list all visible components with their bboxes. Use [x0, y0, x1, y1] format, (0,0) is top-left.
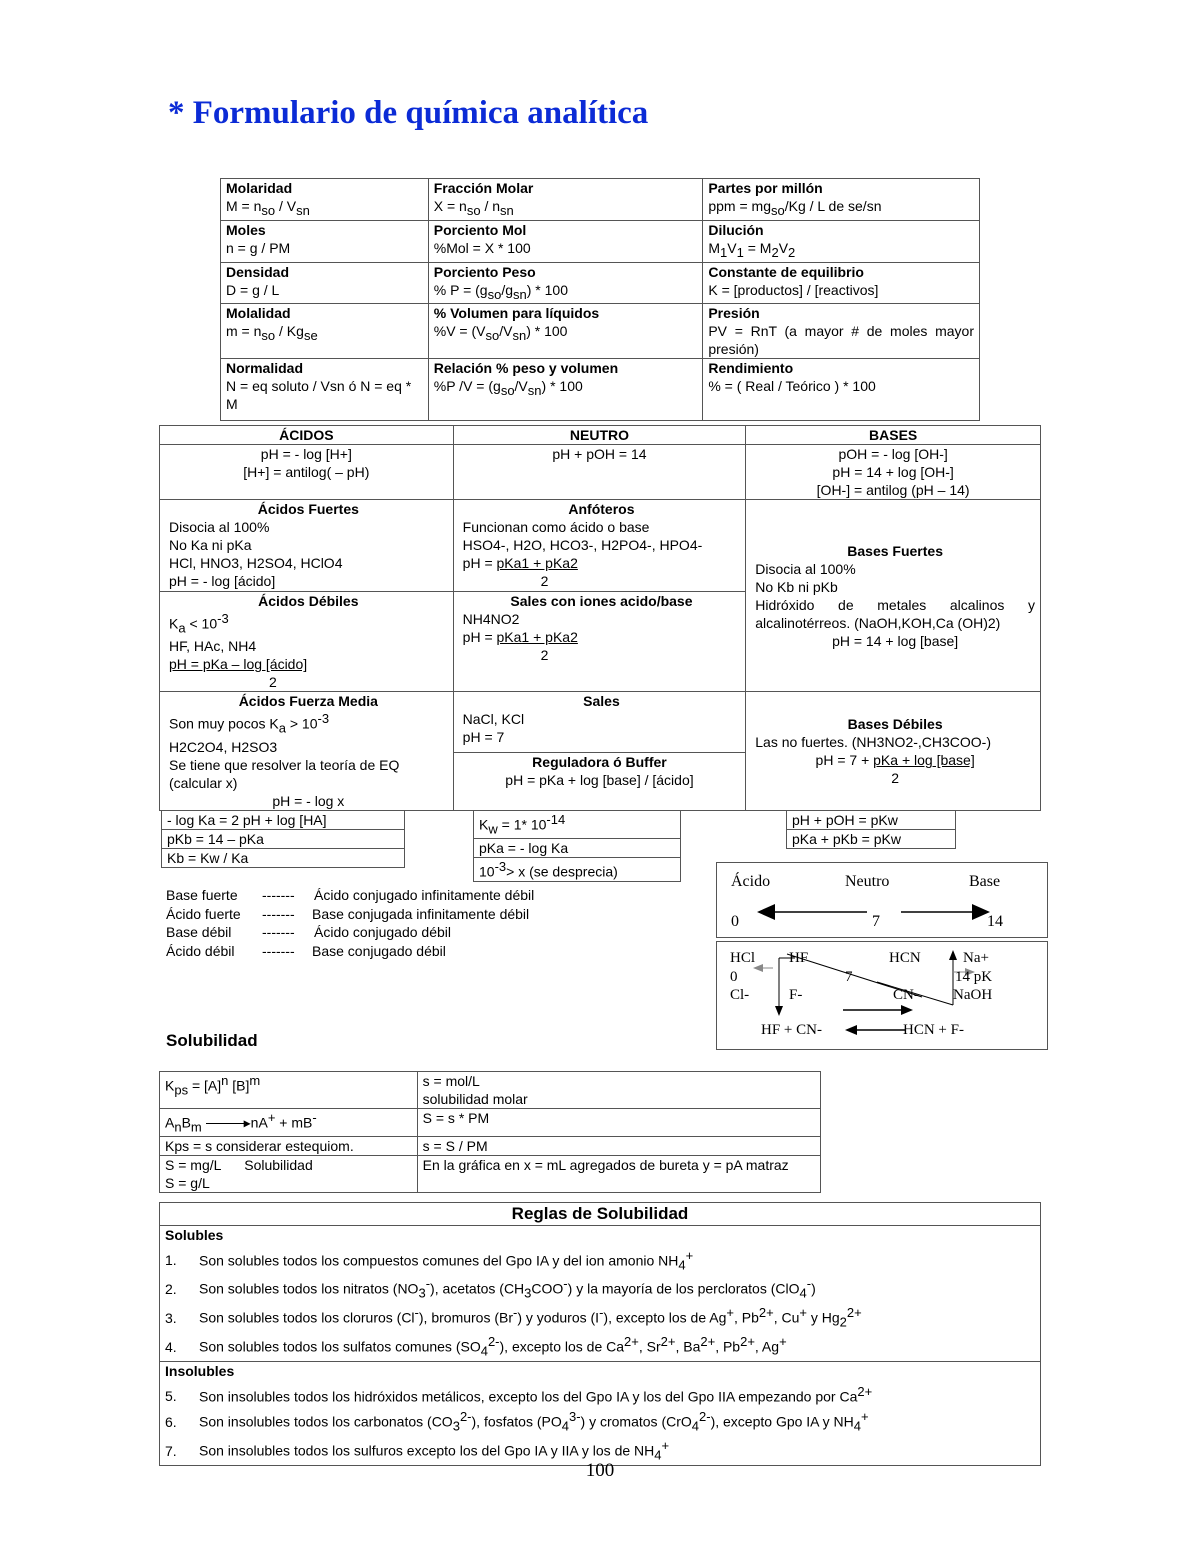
hf-label: HF	[789, 950, 809, 966]
rule-item: 4. Son solubles todos los sulfatos comunes $(SO_4^{2-})$, excepto los de $Ca^{2+}$, $Sr^{2+}$, $Ba^{2+}$, $Pb^{2+}$, Ag+	[165, 1334, 787, 1359]
neutro-ph-formula: pH + pOH = 14	[453, 445, 746, 500]
cl-label: Cl-	[730, 987, 750, 1003]
dilucion-cell: Dilución $M_1V_1 = M_2V_2$	[703, 220, 980, 262]
solubilidad-heading: Solubilidad	[166, 1031, 258, 1050]
conjugate-pair: Base débil ------- Ácido conjugado débil	[166, 924, 451, 940]
kw-relation-row: $K_w = 1*$ $10^{-14}$	[474, 811, 681, 839]
rule-item: 1. Son solubles todos los compuestos comunes del Gpo IA y del ion amonio $NH_4^+$	[165, 1247, 694, 1272]
page-number: 100	[585, 1460, 615, 1481]
solubilidad-table	[159, 1071, 821, 1193]
densidad-cell: Densidad D = g / L	[221, 262, 429, 304]
ph-seven-label: 7	[872, 913, 880, 930]
acid-base-reaction-diagram	[716, 941, 1048, 1050]
bases-poh-formulas: pOH = - log [OH-] pH = 14 + log [OH-] [OH-] = antilog (pH – 14)	[746, 445, 1041, 500]
kw-relations-table	[473, 810, 681, 882]
ph-fourteen-label: 14	[987, 913, 1003, 930]
rule-item: 6. Son insolubles todos los carbonatos $(CO_3^{2-})$, fosfatos $(PO_4^{3-})$ y cromatos (CrO$_4^{2-}$), excepto Gpo IA y $NH_4^+$	[165, 1408, 869, 1434]
s-times-pm-cell: S = s * PM	[417, 1109, 820, 1137]
fraccion-molar-cell: Fracción Molar $X = n_{so} / n_{sn}$	[428, 179, 703, 221]
page-title: * Formulario de química analítica	[168, 95, 649, 131]
constante-equilibrio-cell: Constante de equilibrio K = [productos] / [reactivos]	[703, 262, 980, 304]
kw-relation-row: pKa = - log Ka	[474, 839, 681, 858]
molalidad-cell: Molalidad $m = n_{so} / Kg_{se}$	[221, 304, 429, 359]
zero-label: 0	[730, 969, 738, 985]
solubility-units-cell: S = mg/L Solubilidad S = g/L	[160, 1156, 418, 1193]
ka-relation-row: - log Ka = 2 pH + log [HA]	[162, 811, 405, 830]
bases-debiles-cell: Bases Débiles Las no fuertes. (NH3NO2-,CH3COO-) pH = 7 + pKa + log [base] 2	[746, 692, 1041, 810]
acidos-ph-formulas: pH = - log [H+] [H+] = antilog( – pH)	[160, 445, 454, 500]
conjugate-pair: Ácido fuerte ------- Base conjugada infinitamente débil	[166, 905, 530, 922]
ka-relation-row: pKb = 14 – pKa	[162, 830, 405, 849]
cn-label: CN-	[893, 987, 919, 1003]
rule-item: 3. Son solubles todos los cloruros (Cl-), bromuros (Br-) y yoduros (I-), excepto los de Ag+, $Pb^{2+}$, Cu+ y $Hg_2^{2+}$	[165, 1305, 862, 1330]
seven-label: 7	[845, 969, 853, 985]
naoh-label: NaOH	[953, 987, 993, 1003]
rule-item: 2. Son solubles todos los nitratos $(NO_3^-)$, acetatos $(CH_3COO^-)$ y la mayoría de los percloratos (ClO$_4$-)	[165, 1276, 816, 1301]
molar-solubility-cell: s = mol/L solubilidad molar	[417, 1072, 820, 1109]
neutro-header: NEUTRO	[453, 426, 746, 445]
rule-item: 7. Son insolubles todos los sulfuros excepto los del Gpo IA y IIA y los de $NH_4^+$	[165, 1437, 670, 1463]
ph-zero-label: 0	[731, 913, 739, 930]
ph-scale-diagram	[716, 862, 1048, 938]
hcl-label: HCl	[730, 950, 756, 966]
acidos-header: ÁCIDOS	[160, 426, 454, 445]
presion-cell: Presión PV = RnT (a mayor # de moles mayor presión)	[703, 304, 980, 359]
insolubles-section: Insolubles 5. Son insolubles todos los hidróxidos metálicos, excepto los del Gpo IA y los del Gpo IIA empezando por $Ca^{2+}$ 6. Son insolubles todos los carbonatos $(CO_3^{2-})$, fosfatos $(PO_4^{3-})$ y cromatos (CrO$_4^{2-}$), excepto Gpo IA y $NH_4^+$ 7. Son insolubles todos los sulfuros excepto los del Gpo IA y IIA y los de $NH_4^+$	[160, 1362, 1041, 1466]
bases-header: BASES	[746, 426, 1041, 445]
neutral-label: Neutro	[845, 873, 890, 890]
kw-relation-row: $10^{-3}> x$ (se desprecia)	[474, 858, 681, 882]
anfoteros-cell: Anfóteros Funcionan como ácido o base HSO4-, H2O, HCO3-, H2PO4-, HPO4- pH = pKa1 + pKa2 2	[453, 500, 746, 592]
ppm-cell: Partes por millón ppm = $mg_{so}/Kg$ / L de se/sn	[703, 179, 980, 221]
s-over-pm-cell: s = S / PM	[417, 1137, 820, 1156]
rule-item: 5. Son insolubles todos los hidróxidos metálicos, excepto los del Gpo IA y los del Gpo IIA empezando por $Ca^{2+}$	[165, 1383, 873, 1405]
reguladora-cell: Reguladora ó Buffer pH = pKa + log [base] / [ácido]	[453, 752, 746, 810]
ka-relation-row: Kb = Kw / Ka	[162, 849, 405, 868]
dissociation-cell: $A_nB_m$ ▸nA+ + mB-	[160, 1109, 418, 1137]
molaridad-cell: Molaridad $M = n_{so} / V_{sn}$	[221, 179, 429, 221]
base-label: Base	[969, 873, 1001, 890]
sales-cell: Sales NaCl, KCl pH = 7	[453, 692, 746, 752]
moles-cell: Moles n = g / PM	[221, 220, 429, 262]
pkw-relation-row: pH + pOH = pKw	[787, 811, 956, 830]
rendimiento-cell: Rendimiento % = ( Real / Teórico ) * 100	[703, 359, 980, 421]
normalidad-cell: Normalidad N = eq soluto / Vsn ó N = eq * M	[221, 359, 429, 421]
conjugate-pairs-notes	[166, 886, 534, 960]
kps-stoich-cell: Kps = s considerar estequiom.	[160, 1137, 418, 1156]
acid-base-table	[159, 425, 1041, 811]
acidos-fuerza-media-cell: Ácidos Fuerza Media Son muy pocos $K_a > 10^{-3}$ H2C2O4, H2SO3 Se tiene que resolver la teoría de EQ (calcular x) pH = - log x	[160, 692, 454, 810]
acidos-debiles-cell: Ácidos Débiles $K_a < 10^{-3}$ HF, HAc, NH4 pH = pKa – log [ácido] 2	[160, 592, 454, 692]
pkw-relation-row: pKa + pKb = pKw	[787, 830, 956, 849]
sales-iones-cell: Sales con iones acido/base NH4NO2 pH = pKa1 + pKa2 2	[453, 592, 746, 692]
solubility-rules-table	[159, 1202, 1041, 1466]
pkw-relations-table	[786, 810, 956, 849]
porciento-peso-cell: Porciento Peso % $P = (g_{so}/g_{sn}) * 100$	[428, 262, 703, 304]
na-label: Na+	[963, 950, 989, 966]
volumen-liquidos-cell: % Volumen para líquidos $\%V = (V_{so}/V_{sn}) * 100$	[428, 304, 703, 359]
concentration-formulas-table	[220, 178, 980, 421]
products-left-label: HF + CN-	[761, 1022, 822, 1038]
graph-axes-cell: En la gráfica en x = mL agregados de bureta y = pA matraz	[417, 1156, 820, 1193]
acidos-fuertes-cell: Ácidos Fuertes Disocia al 100% No Ka ni pKa HCl, HNO3, H2SO4, HClO4 pH = - log [ácido]	[160, 500, 454, 592]
acid-label: Ácido	[731, 873, 771, 890]
f-label: F-	[789, 987, 803, 1003]
bases-fuertes-cell: Bases Fuertes Disocia al 100% No Kb ni pKb Hidróxido de metales alcalinos y alcalinotérreos. (NaOH,KOH,Ca (OH)2) pH = 14 + log [base]	[746, 500, 1041, 692]
pk14-label: 14 pK	[955, 969, 993, 985]
porciento-mol-cell: Porciento Mol %Mol = X * 100	[428, 220, 703, 262]
ka-relations-table	[161, 810, 405, 868]
solubles-section: Solubles 1. Son solubles todos los compuestos comunes del Gpo IA y del ion amonio $NH_4^+$ 2. Son solubles todos los nitratos $(NO_3^-)$, acetatos $(CH_3COO^-)$ y la mayoría de los percloratos (ClO$_4$-) 3. Son solubles todos los cloruros (Cl-), bromuros (Br-) y yoduros (I-), excepto los de Ag+, $Pb^{2+}$, Cu+ y $Hg_2^{2+}$ 4. Son solubles todos los sulfatos comunes $(SO_4^{2-})$, excepto los de $Ca^{2+}$, $Sr^{2+}$, $Ba^{2+}$, $Pb^{2+}$, Ag+	[160, 1226, 1041, 1362]
conjugate-pair: Ácido débil ------- Base conjugado débil	[166, 942, 446, 959]
kps-formula-cell: $K_{ps} = [A]^n$ $[B]^m$	[160, 1072, 418, 1109]
relacion-peso-volumen-cell: Relación % peso y volumen %P $/V = (g_{so}/V_{sn}) * 100$	[428, 359, 703, 421]
products-right-label: HCN + F-	[903, 1022, 964, 1038]
hcn-label: HCN	[889, 950, 921, 966]
rules-title: Reglas de Solubilidad	[160, 1203, 1041, 1226]
conjugate-pair: Base fuerte ------- Ácido conjugado infinitamente débil	[166, 887, 535, 903]
